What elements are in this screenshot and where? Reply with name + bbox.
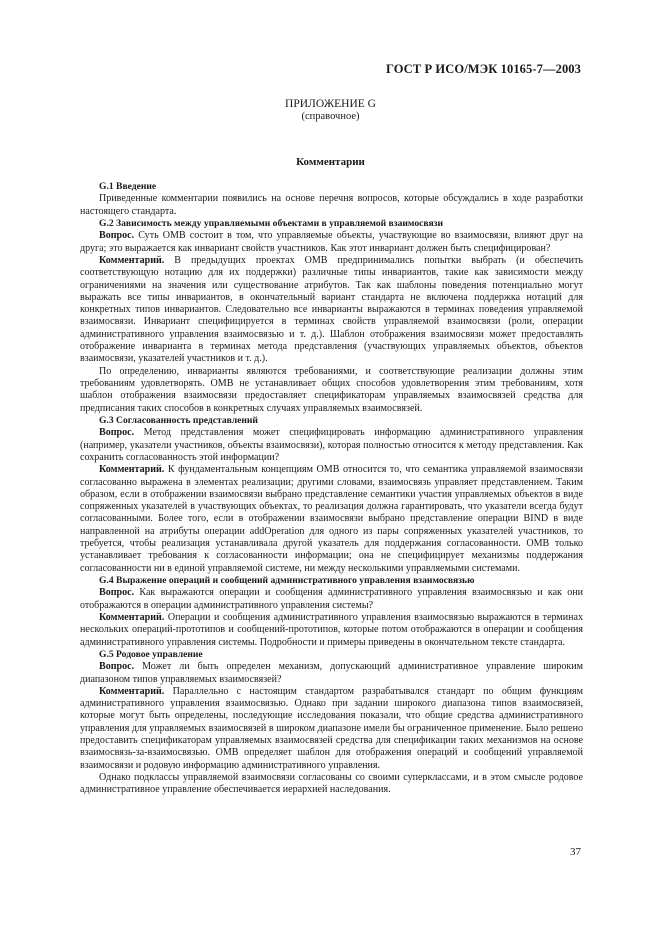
paragraph-text: Как выражаются операции и сообщения административного управления взаимосвязью и как они отображаются в операции административного управления системы? [80, 587, 583, 611]
paragraph-text: Операции и сообщения административного управления взаимосвязью выражаются в терминах нескольких операций-прототипов и сообщений-прототипов, которые потом отображаются в операции и сообщения административного управления системы. Подробности и примеры приведены в окончательном тексте стандарта. [80, 611, 583, 648]
paragraph-text: Приведенные комментарии появились на основе перечня вопросов, которые обсуждались в ходе разработки настоящего стандарта. [80, 193, 583, 217]
section-title: G.4 Выражение операций и сообщений административного управления взаимосвязью [99, 575, 475, 586]
paragraph-text: Однако подклассы управляемой взаимосвязи согласованы со своими суперклассами, и в этом смысле родовое административное управление обеспечивается иерархией наследования. [80, 772, 583, 796]
paragraph-lead: Комментарий. [99, 254, 165, 266]
section-title: G.2 Зависимость между управляемыми объектами в управляемой взаимосвязи [99, 217, 444, 229]
paragraph-lead: Вопрос. [99, 230, 135, 242]
paragraph [80, 772, 583, 797]
paragraph-text: В предыдущих проектах OMB предпринимались попытки выбрать (и обеспечить соответствующую нотацию для их поддержки) различные типы инвариантов, такие как зависимости между ограничениями на значения или существование атрибутов. Так как шаблоны поведения потенциально могут выражать все типы инвариантов, в окончательный вариант стандарта не включена поддержка нотаций для конкретных типов инвариантов. Следовательно все инварианты выражаются в терминах поведения управляемой взаимосвязи. Инвариант специфицируется в терминах свойств управляемой взаимосвязи (роли, операции административного управления взаимосвязью и т. д.). Шаблон отображения взаимосвязи может предоставлять отображение инварианта в терминах метода представления (участвующих управляемых объектов, объектов взаимосвязи, указателей участников и т. д.). [80, 254, 583, 365]
appendix-subtitle: (справочное) [301, 111, 360, 122]
paragraph-text: Параллельно с настоящим стандартом разрабатывался стандарт по общим функциям административного управления взаимосвязью. Однако при задании широкого диапазона типов взаимосвязей, которые могут быть определены, последующие исследования показали, что общие средства административного управления для управляемых взаимосвязей в широком диапазоне имели бы ограниченное применение. Было решено предоставить спецификаторам управляемых взаимосвязей средства для спецификации таких механизмов на основе взаимосвязь-за-взаимосвязью. OMB определяет шаблон для отображения операций и сообщений управляемой взаимосвязи и родовую информацию административного управления. [80, 685, 583, 771]
paragraph-text: Метод представления может специфицировать информацию административного управления (например, указатели участников, объекты взаимосвязи), которая полностью относится к методу представления. Как сохранить согласованность этой информации? [80, 427, 583, 463]
paragraph [80, 612, 583, 649]
paragraph-lead: Комментарий. [99, 464, 165, 476]
paragraph-lead: Вопрос. [99, 427, 135, 439]
paragraph [80, 366, 583, 415]
paragraph-lead: Комментарий. [99, 685, 165, 697]
paragraph [80, 464, 583, 575]
paragraph-lead: Вопрос. [99, 587, 135, 599]
paragraph-text: Может ли быть определен механизм, допускающий административное управление широким диапазоном типов управляемых взаимосвязей? [80, 661, 583, 685]
appendix-title: ПРИЛОЖЕНИЕ G [285, 98, 376, 110]
paragraph [80, 686, 583, 772]
paragraph [80, 193, 583, 218]
paragraph [80, 587, 583, 612]
paragraph-lead: Вопрос. [99, 661, 135, 673]
comments-heading: Комментарии [296, 156, 365, 168]
document-body [80, 181, 583, 797]
paragraph-text: Суть OMB состоит в том, что управляемые объекты, участвующие во взаимосвязи, влияют друг на друга; это выражается как инвариант свойств участников. Как этот инвариант должен быть специфицирован? [80, 230, 583, 254]
paragraph-text: К фундаментальным концепциям OMB относится то, что семантика управляемой взаимосвязи согласованно выражена в элементах реализации; другими словами, взаимосвязь управляет представлением. Таким образом, если в отображении взаимосвязи выбрано представление семантики участия управляемых объектов в виде сопряженных указателей в участвующих объектах, то реализация должна гарантировать, что указатели всегда будут согласованными. Более того, если в отображении взаимосвязи выбрано представление операции BIND в виде направленной на атрибуты операции addOperation для одного из пары сопряженных указателей участников, то требуется, чтобы реализация устанавливала другой указатель для поддержания согласованности. OMB только устанавливает требования к согласованности информации; она не специфицирует механизмы поддержания согласованности ни в единой управляемой системе, ни между несколькими управляемыми системами. [80, 464, 583, 574]
paragraph-lead: Комментарий. [99, 611, 165, 623]
paragraph [80, 661, 583, 686]
section-title: G.1 Введение [99, 181, 157, 192]
section-title: G.5 Родовое управление [99, 648, 203, 660]
paragraph-text: По определению, инварианты являются требованиями, и соответствующие реализации должны этим требованиям удовлетворять. OMB не устанавливает общих способов удовлетворения этим требованиям, хотя шаблон отображения взаимосвязи предоставляет спецификаторам управляемых взаимосвязей средства для предписания таких способов в конкретных случаях управляемых взаимосвязей. [80, 365, 583, 414]
paragraph [80, 255, 583, 366]
standard-id-header: ГОСТ Р ИСО/МЭК 10165-7—2003 [385, 62, 581, 76]
paragraph [80, 427, 583, 464]
page-number: 37 [570, 846, 581, 858]
section-title: G.3 Согласованность представлений [99, 414, 258, 426]
paragraph [80, 230, 583, 255]
